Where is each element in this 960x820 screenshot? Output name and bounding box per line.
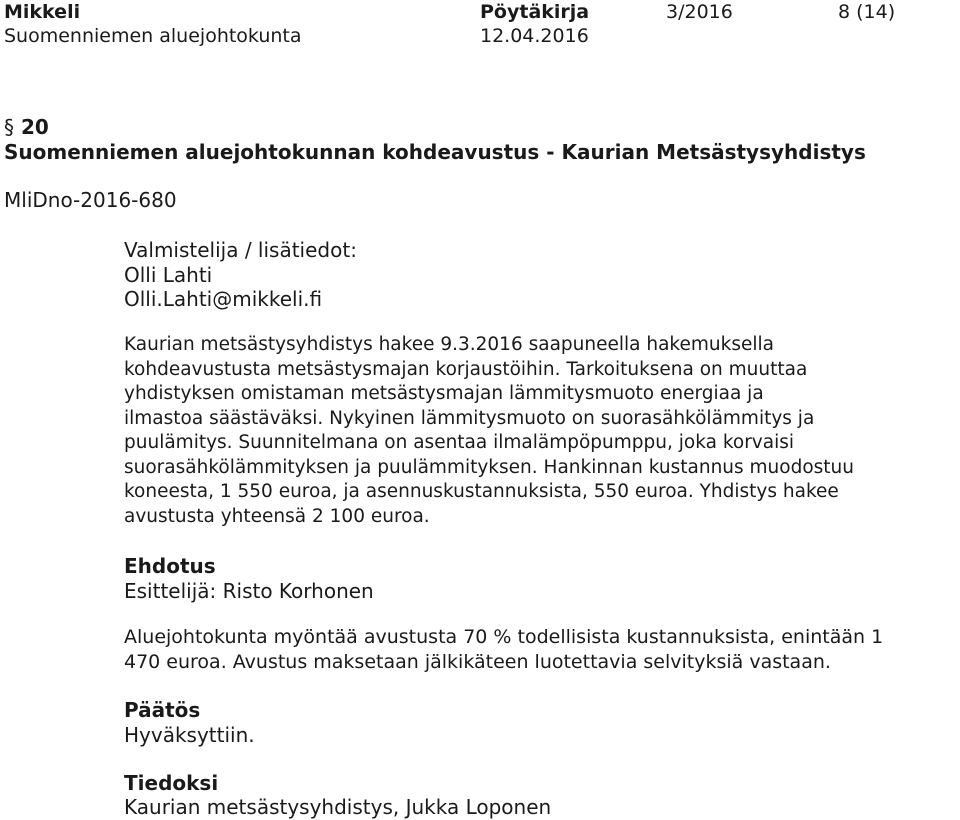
body-line: ilmastoa säästäväksi. Nykyinen lämmitysmuoto on suorasähkölämmitys ja: [124, 407, 815, 429]
header-doc-number: 3/2016: [666, 1, 733, 23]
header-city: Mikkeli: [4, 1, 81, 23]
body-line: suorasähkölämmityksen ja puulämmityksen. Hankinnan kustannus muodostuu: [124, 456, 855, 478]
preparer-email: Olli.Lahti@mikkeli.fi: [124, 287, 323, 311]
body-line: avustusta yhteensä 2 100 euroa.: [124, 505, 430, 527]
body-line: kohdeavustusta metsästysmajan korjaustöihin. Tarkoituksena on muuttaa: [124, 358, 808, 380]
proposal-text: [124, 625, 944, 675]
section-title: Suomenniemen aluejohtokunnan kohdeavustus - Kaurian Metsästysyhdistys: [4, 140, 866, 164]
header-page-number: 8 (14): [838, 1, 896, 23]
preparer-label: Valmistelija / lisätiedot:: [124, 238, 357, 262]
body-line: Kaurian metsästysyhdistys hakee 9.3.2016 saapuneella hakemuksella: [124, 334, 774, 355]
proposal-presenter: Esittelijä: Risto Korhonen: [124, 579, 374, 603]
decision-heading: Päätös: [124, 698, 201, 722]
header-organization: Suomenniemen aluejohtokunta: [4, 25, 302, 47]
header-doc-type: Pöytäkirja: [480, 1, 590, 23]
proposal-line: 470 euroa. Avustus maksetaan jälkikäteen luotettavia selvityksiä vastaan.: [124, 651, 831, 673]
decision-text: Hyväksyttiin.: [124, 723, 255, 747]
section-reference: MliDno-2016-680: [4, 188, 177, 212]
body-paragraph: [124, 333, 944, 529]
preparer-name: Olli Lahti: [124, 263, 213, 287]
notices-heading: Tiedoksi: [124, 771, 219, 795]
proposal-heading: Ehdotus: [124, 554, 216, 578]
section-symbol: §: [4, 115, 14, 139]
body-line: koneesta, 1 550 euroa, ja asennuskustannuksista, 550 euroa. Yhdistys hakee: [124, 481, 839, 502]
notices-text: Kaurian metsästysyhdistys, Jukka Loponen: [124, 795, 552, 819]
body-line: puulämitys. Suunnitelmana on asentaa ilmalämpöpumppu, joka korvaisi: [124, 432, 795, 453]
proposal-line: Aluejohtokunta myöntää avustusta 70 % todellisista kustannuksista, enintään 1: [124, 626, 884, 648]
section-number: 20: [20, 115, 49, 139]
body-line: yhdistyksen omistaman metsästysmajan lämmitysmuoto energiaa ja: [124, 383, 764, 404]
section-heading: [4, 114, 49, 140]
header-date: 12.04.2016: [480, 25, 589, 47]
